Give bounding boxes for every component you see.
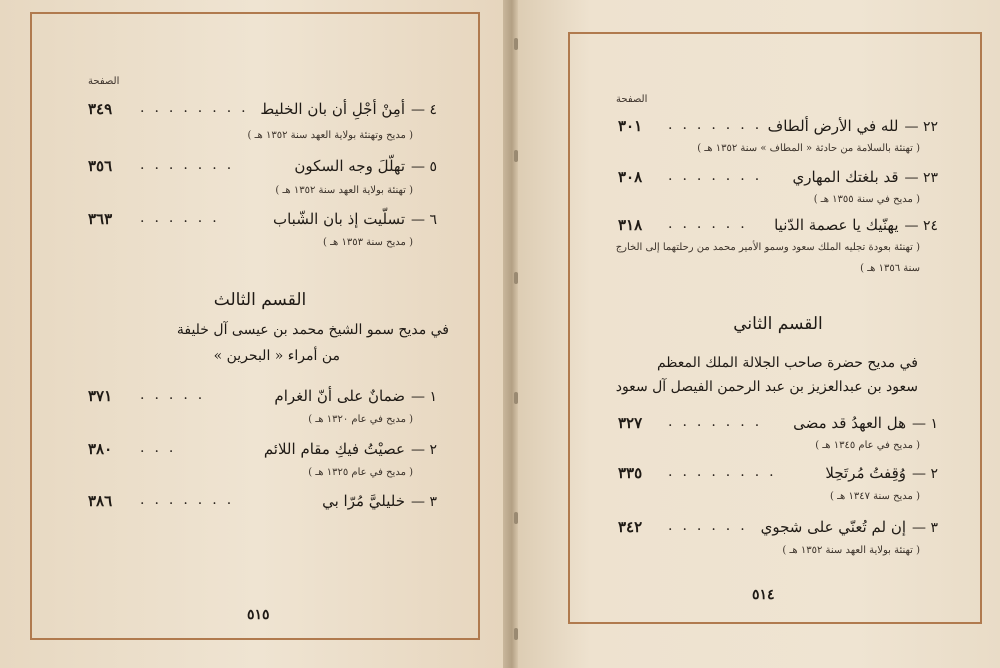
section-subtitle: من أمراء « البحرين » bbox=[213, 348, 340, 364]
toc-entry-title: ٦ —تسلّيت إذ بان الشّباب bbox=[272, 210, 437, 228]
toc-entry-note: ( مديح سنة ١٣٤٧ هـ ) bbox=[830, 491, 920, 502]
toc-entry-title: ٣ —إن لم تُعنّي على شجوي bbox=[760, 518, 938, 536]
toc-entry-title: ٢٢ —لله في الأرض ألطاف bbox=[767, 117, 938, 135]
toc-entry-note: ( مديح في سنة ١٣٥٥ هـ ) bbox=[813, 194, 920, 205]
dot-leader: ...... bbox=[668, 518, 755, 534]
toc-entry-title: ٢ —وُقِفتُ مُرتَحِلا bbox=[825, 464, 938, 482]
toc-entry-title: ٢ —عصيْتُ فيكِ مقام اللائم bbox=[263, 440, 437, 458]
page-column-label: الصفحة bbox=[616, 94, 648, 105]
toc-entry-note: ( تهنئة بولاية العهد سنة ١٣٥٢ هـ ) bbox=[782, 545, 920, 556]
section-title: القسم الثالث bbox=[213, 290, 307, 310]
toc-entry-title: ١ —هل العهدُ قد مضى bbox=[793, 414, 938, 432]
toc-page-number: ٣٠١ bbox=[618, 117, 643, 135]
toc-page-number: ٣٤٩ bbox=[88, 100, 113, 118]
dot-leader: ..... bbox=[140, 387, 213, 403]
toc-entry-note: ( مديح سنة ١٣٥٣ هـ ) bbox=[323, 237, 413, 248]
section-subtitle: في مديح حضرة صاحب الجلالة الملك المعظم bbox=[656, 355, 918, 371]
page-folio: ٥١٥ bbox=[247, 607, 270, 623]
dot-leader: ....... bbox=[668, 414, 770, 430]
toc-entry-title: ٤ —أمِنْ أجْلِ أن بان الخليط bbox=[260, 100, 437, 118]
toc-page-number: ٣٤٢ bbox=[618, 518, 643, 536]
toc-entry-title: ٢٣ —قد بلغتك المهاري bbox=[792, 168, 938, 186]
toc-page-number: ٣٠٨ bbox=[618, 168, 643, 186]
dot-leader: ... bbox=[140, 440, 184, 456]
toc-entry-note: ( مديح في عام ١٣٢٥ هـ ) bbox=[308, 467, 413, 478]
toc-entry-title: ٣ —خليليَّ مُرّا بي bbox=[322, 492, 437, 510]
toc-page-number: ٣٨٠ bbox=[88, 440, 113, 458]
dot-leader: ........ bbox=[668, 464, 784, 480]
dot-leader: ....... bbox=[668, 117, 770, 133]
toc-page-number: ٣٣٥ bbox=[618, 464, 643, 482]
toc-entry-title: ٥ —تهلّلَ وجه السكون bbox=[294, 157, 437, 175]
section-title: القسم الثاني bbox=[733, 314, 823, 334]
toc-page-number: ٣٧١ bbox=[88, 387, 113, 405]
toc-entry-title: ٢٤ —يهنّيك يا عصمة الدّنيا bbox=[774, 216, 938, 234]
toc-page-number: ٣٥٦ bbox=[88, 157, 113, 175]
toc-page-number: ٣٢٧ bbox=[618, 414, 643, 432]
toc-page-number: ٣٦٣ bbox=[88, 210, 113, 228]
dot-leader: ........ bbox=[140, 100, 256, 116]
toc-entry-note: ( تهنئة بالسلامة من حادثة « المطاف » سنة ١٣٥٢ هـ ) bbox=[697, 143, 920, 154]
toc-entry-note: ( مديح في عام ١٣٢٠ هـ ) bbox=[308, 414, 413, 425]
page-folio: ٥١٤ bbox=[752, 587, 775, 603]
toc-page-number: ٣٨٦ bbox=[88, 492, 113, 510]
page-column-label: الصفحة bbox=[88, 76, 120, 87]
dot-leader: ....... bbox=[668, 168, 770, 184]
toc-page-number: ٣١٨ bbox=[618, 216, 643, 234]
toc-entry-note: ( تهنئة بعودة تجليه الملك سعود وسمو الأمير محمد من رحلتهما إلى الخارج bbox=[615, 242, 920, 253]
toc-entry-title: ١ —ضمانٌ على أنّ الغرام bbox=[274, 387, 437, 405]
toc-entry-note: سنة ١٣٥٦ هـ ) bbox=[860, 263, 920, 274]
dot-leader: ....... bbox=[140, 492, 242, 508]
toc-entry-note: ( مديح في عام ١٣٤٥ هـ ) bbox=[815, 440, 920, 451]
dot-leader: ....... bbox=[140, 157, 242, 173]
toc-entry-note: ( تهنئة بولاية العهد سنة ١٣٥٢ هـ ) bbox=[275, 185, 413, 196]
toc-entry-note: ( مديح وتهنئة بولاية العهد سنة ١٣٥٢ هـ ) bbox=[247, 130, 413, 141]
section-subtitle: في مديح سمو الشيخ محمد بن عيسى آل خليفة bbox=[176, 322, 449, 338]
dot-leader: ...... bbox=[140, 210, 227, 226]
section-subtitle: سعود بن عبدالعزيز بن عبد الرحمن الفيصل آل سعود bbox=[615, 379, 918, 395]
dot-leader: ...... bbox=[668, 216, 755, 232]
right-page bbox=[518, 0, 1000, 668]
